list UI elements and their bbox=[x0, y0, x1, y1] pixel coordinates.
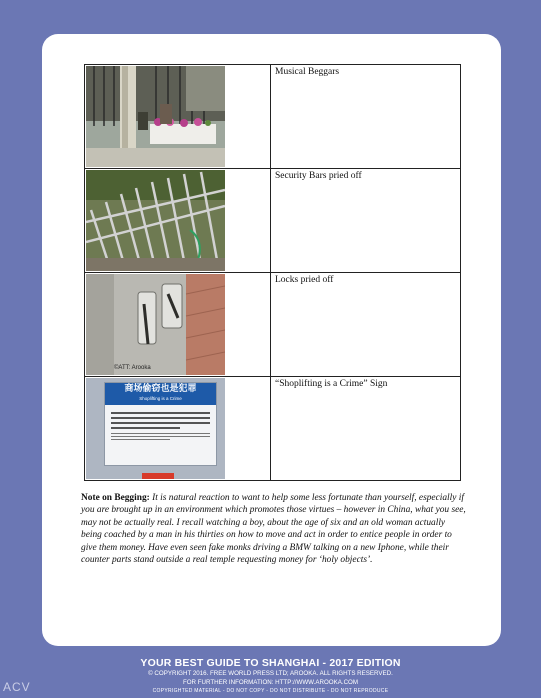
caption-musical-beggars: Musical Beggars bbox=[275, 67, 340, 77]
shoplifting-sign-photo bbox=[86, 378, 225, 479]
photo-cell bbox=[85, 65, 271, 169]
footer-copyright: © COPYRIGHT 2016. FREE WORLD PRESS LTD; AROOKA. ALL RIGHTS RESERVED. bbox=[148, 670, 393, 677]
begging-note bbox=[81, 492, 466, 566]
caption-cell bbox=[271, 169, 461, 273]
table-row bbox=[85, 377, 461, 481]
note-body: It is natural reaction to want to help some less fortunate than yourself, especially if you are brought up in an environment which promotes those virtues – however in China, what you see, may not be actually real. I recall watching a boy, about the age of six and an old woman actually being coached by a man in his thirties on how to move and act in order to entice people in order to give them money. Have even seen fake monks driving a BMW talking on a new Iphone, while their counter parts stand outside a real temple requesting money for ‘holy objects’. bbox=[81, 493, 466, 566]
caption-cell bbox=[271, 273, 461, 377]
caption-shoplifting-sign: “Shoplifting is a Crime” Sign bbox=[275, 379, 388, 389]
security-bars-photo bbox=[86, 170, 225, 271]
sign-title: 商场偷窃也是犯罪 bbox=[124, 384, 197, 394]
sign-board bbox=[104, 382, 217, 466]
table-row bbox=[85, 65, 461, 169]
corner-watermark: ACV bbox=[3, 680, 31, 694]
red-object bbox=[142, 473, 174, 479]
photo-cell bbox=[85, 169, 271, 273]
photo-cell bbox=[85, 377, 271, 481]
photo-table bbox=[84, 64, 461, 481]
photo-cell bbox=[85, 273, 271, 377]
caption-locks: Locks pried off bbox=[275, 275, 334, 285]
locks-photo bbox=[86, 274, 225, 375]
sign-header bbox=[105, 383, 216, 405]
caption-cell bbox=[271, 65, 461, 169]
sign-body-text bbox=[105, 405, 216, 446]
footer-notice: COPYRIGHTED MATERIAL - DO NOT COPY - DO NOT DISTRIBUTE - DO NOT REPRODUCE bbox=[152, 688, 389, 694]
sign-subtitle: Shoplifting is a Crime bbox=[139, 396, 182, 401]
caption-security-bars: Security Bars pried off bbox=[275, 171, 362, 181]
caption-cell bbox=[271, 377, 461, 481]
table-row bbox=[85, 273, 461, 377]
footer-title: YOUR BEST GUIDE TO SHANGHAI - 2017 EDITION bbox=[140, 657, 401, 669]
street-beggars-photo bbox=[86, 66, 225, 167]
photo-credit: ©ATT: Arooka bbox=[114, 365, 151, 371]
note-label: Note on Begging: bbox=[81, 493, 150, 503]
table-row bbox=[85, 169, 461, 273]
footer-info: FOR FURTHER INFORMATION: HTTP://WWW.AROOKA.COM bbox=[182, 679, 359, 686]
